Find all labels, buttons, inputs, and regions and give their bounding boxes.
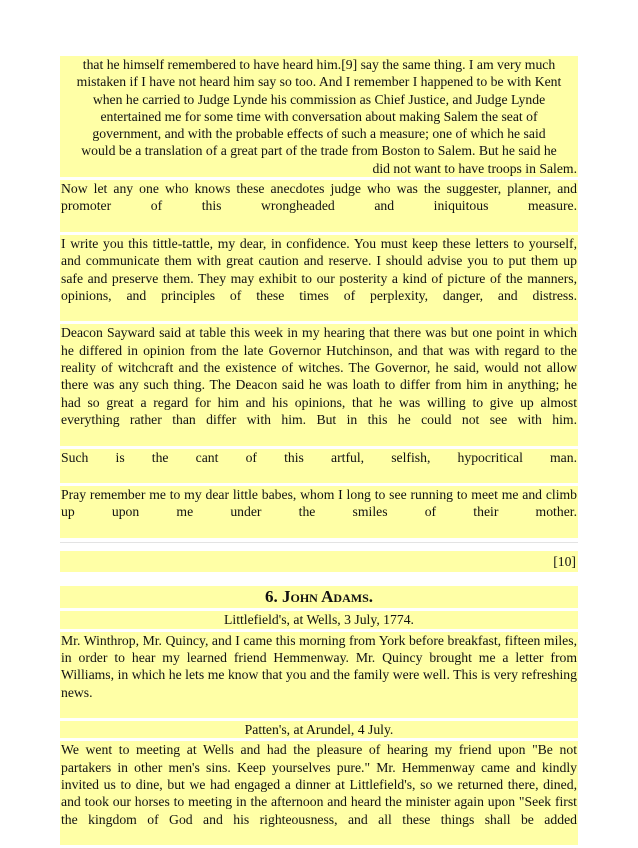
quote-line: that he himself remembered to have heard him.[9] say the same thing. I am very much	[82, 57, 556, 72]
section-heading: 6. John Adams.	[60, 586, 578, 608]
dateline: Littlefield's, at Wells, 3 July, 1774.	[60, 611, 578, 628]
page-number: [10]	[60, 551, 578, 572]
document-page	[60, 56, 578, 848]
paragraph: Pray remember me to my dear little babes, whom I long to see running to meet me and climb up upon me under the smiles of their mother.	[60, 486, 578, 538]
quote-line: government, and with the probable effects of such a measure; one of which he said	[92, 126, 546, 142]
paragraph: I write you this tittle-tattle, my dear, in confidence. You must keep these letters to yourself, and communicate them with great caution and reserve. I should advise you to put them up safe and preserve them. They may exhibit to our posterity a kind of picture of the manners, opinions, and principles of these times of perplexity, danger, and distress.	[60, 235, 578, 321]
paragraph: We went to meeting at Wells and had the pleasure of hearing my friend upon "Be not partakers in other men's sins. Keep yourselves pure." Mr. Hemmenway came and kindly invited us to dine, but we had engaged a dinner at Littlefield's, so we returned there, dined, and took our horses to meeting in the afternoon and heard the minister again upon "Seek first the kingdom of God and his righteousness, and all these things shall be added	[60, 741, 578, 845]
quote-line: did not want to have troops in Salem.	[372, 160, 577, 176]
quote-line: would be a translation of a great part of the trade from Boston to Salem. But he said he	[81, 143, 557, 159]
dateline: Patten's, at Arundel, 4 July.	[60, 721, 578, 738]
paragraph: Now let any one who knows these anecdotes judge who was the suggester, planner, and promoter of this wrongheaded and iniquitous measure.	[60, 180, 578, 232]
quote-line: entertained me for some time with conversation about making Salem the seat of	[100, 108, 538, 124]
paragraph: Such is the cant of this artful, selfish, hypocritical man.	[60, 449, 578, 484]
quote-line: when he carried to Judge Lynde his commission as Chief Justice, and Judge Lynde	[92, 91, 546, 107]
quoted-passage	[60, 56, 578, 177]
quote-line: mistaken if I have not heard him say so too. And I remember I happened to be with Kent	[76, 74, 562, 90]
paragraph: Deacon Sayward said at table this week in my hearing that there was but one point in which he differed in opinion from the late Governor Hutchinson, and that was with regard to the reality of witchcraft and the existence of witches. The Governor, he said, would not allow there was any such thing. The Deacon said he was loath to differ from him in anything; he had so great a regard for him and his opinions, that he was willing to give up almost everything rather than differ with him. But in this he could not see with him.	[60, 324, 578, 445]
divider	[60, 542, 578, 543]
paragraph: Mr. Winthrop, Mr. Quincy, and I came this morning from York before breakfast, fifteen miles, in order to hear my learned friend Hemmenway. Mr. Quincy brought me a letter from Williams, in which he lets me know that you and the family were well. This is very refreshing news.	[60, 632, 578, 718]
